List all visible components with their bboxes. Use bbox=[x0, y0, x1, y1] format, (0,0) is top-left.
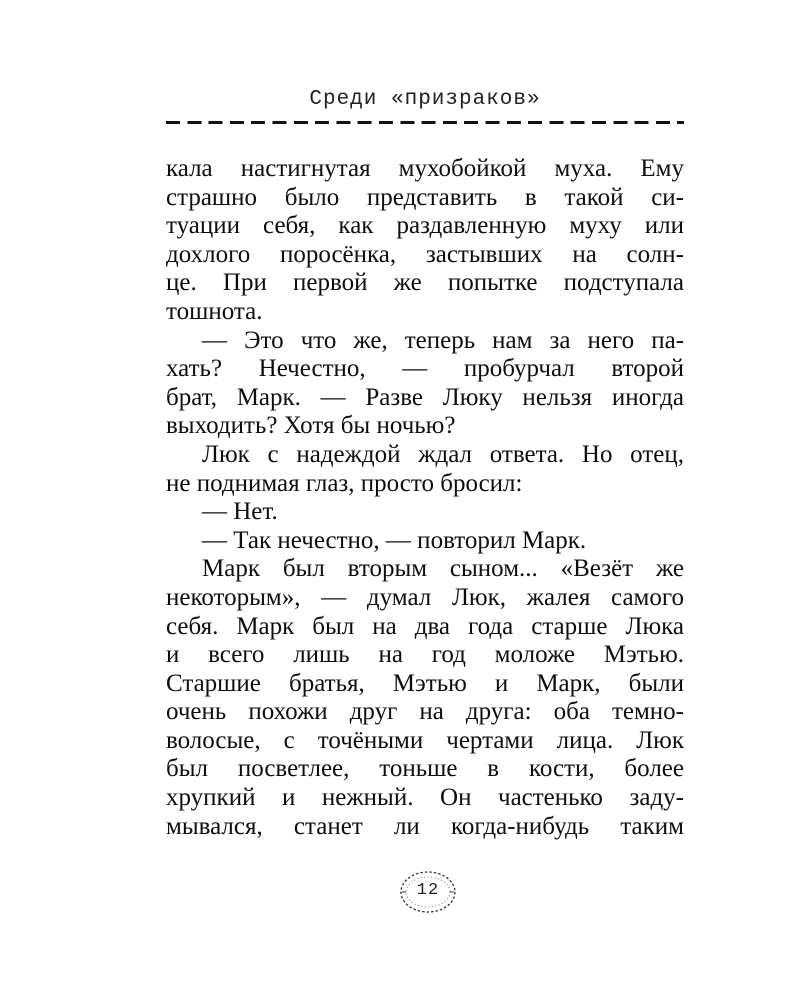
text-line: выходить? Хотя бы ночью? bbox=[166, 412, 456, 440]
text-line: Старшие братья, Мэтью и Марк, были bbox=[166, 669, 684, 697]
body-text bbox=[166, 155, 684, 841]
text-line: хать? Нечестно, — пробурчал второй bbox=[166, 355, 684, 383]
text-line: не поднимая глаз, просто бросил: bbox=[166, 469, 523, 497]
text-line: страшно было представить в такой си- bbox=[166, 183, 684, 211]
text-line: це. При первой же попытке подступала bbox=[166, 269, 684, 297]
text-line: мывался, станет ли когда-нибудь таким bbox=[166, 812, 684, 840]
text-line: — Это что же, теперь нам за него па- bbox=[202, 326, 684, 354]
text-line: себя. Марк был на два года старше Люка bbox=[166, 612, 684, 640]
page-number: 12 bbox=[416, 881, 440, 900]
text-line: Люк с надеждой ждал ответа. Но отец, bbox=[202, 440, 684, 468]
text-line: — Нет. bbox=[202, 498, 278, 526]
text-line: хрупкий и нежный. Он частенько заду- bbox=[166, 784, 684, 812]
text-line: волосые, с точёными чертами лица. Люк bbox=[166, 726, 684, 754]
text-line: был посветлее, тоньше в кости, более bbox=[166, 755, 684, 783]
text-line: кала настигнутая мухобойкой муха. Ему bbox=[166, 155, 684, 182]
text-line: туации себя, как раздавленную муху или bbox=[166, 212, 684, 240]
header-dashed-rule bbox=[166, 121, 684, 124]
text-line: очень похожи друг на друга: оба темно- bbox=[166, 698, 684, 726]
page-number-ornament bbox=[396, 866, 460, 918]
text-line: и всего лишь на год моложе Мэтью. bbox=[166, 641, 684, 669]
text-line: дохлого поросёнка, застывших на солн- bbox=[166, 240, 684, 268]
text-line: тошнота. bbox=[166, 297, 263, 325]
text-line: некоторым», — думал Люк, жалея самого bbox=[166, 583, 684, 611]
running-head: Среди «призраков» bbox=[309, 88, 541, 111]
text-line: брат, Марк. — Разве Люку нельзя иногда bbox=[166, 383, 684, 411]
text-line: — Так нечестно, — повторил Марк. bbox=[202, 526, 587, 554]
text-line: Марк был вторым сыном... «Везёт же bbox=[202, 555, 684, 583]
